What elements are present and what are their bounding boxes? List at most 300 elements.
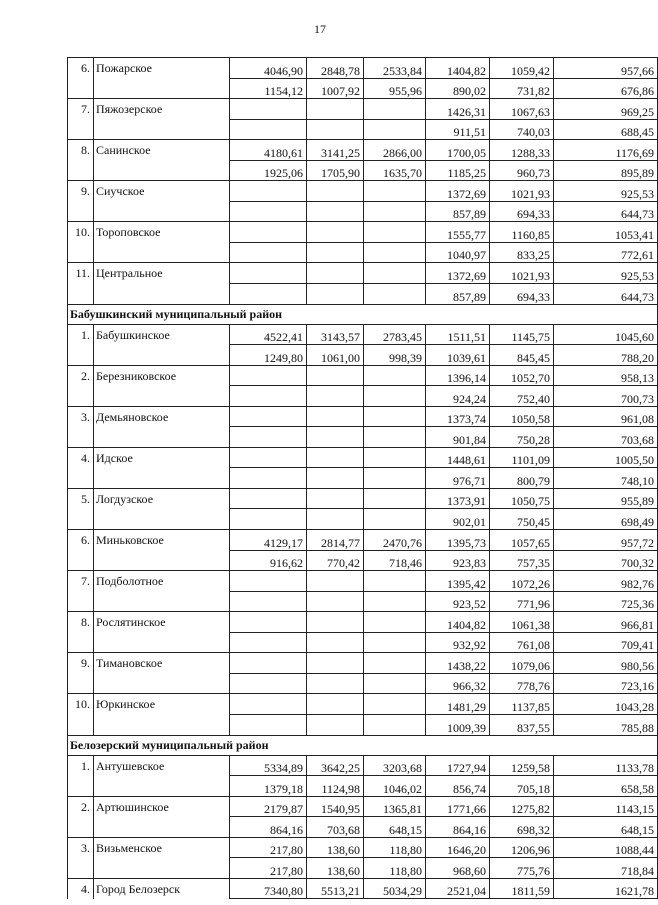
- value-cell-1: [230, 673, 307, 694]
- value-cell-1: 7340,80: [230, 878, 307, 899]
- settlement-name: [94, 817, 230, 838]
- settlement-subrow: [68, 550, 658, 571]
- row-number: 10.: [68, 694, 94, 715]
- value-cell-4: 923,83: [426, 550, 490, 571]
- value-cell-2: 703,68: [307, 817, 364, 838]
- row-number: [68, 817, 94, 838]
- value-cell-5: 750,45: [490, 509, 554, 530]
- value-cell-1: 864,16: [230, 817, 307, 838]
- value-cell-5: 1079,06: [490, 653, 554, 674]
- settlement-row: [68, 571, 658, 592]
- value-cell-6: 718,84: [554, 858, 658, 879]
- value-cell-3: [364, 99, 426, 120]
- value-cell-1: [230, 694, 307, 715]
- value-cell-4: 1373,91: [426, 488, 490, 509]
- settlement-name: [94, 776, 230, 797]
- settlement-name: [94, 201, 230, 222]
- settlement-subrow: [68, 201, 658, 222]
- value-cell-5: 1021,93: [490, 263, 554, 284]
- value-cell-4: 1438,22: [426, 653, 490, 674]
- value-cell-1: 5334,89: [230, 755, 307, 776]
- row-number: [68, 78, 94, 99]
- settlement-name: [94, 468, 230, 489]
- value-cell-3: [364, 242, 426, 263]
- row-number: [68, 776, 94, 797]
- row-number: 9.: [68, 181, 94, 202]
- value-cell-4: 864,16: [426, 817, 490, 838]
- value-cell-3: [364, 612, 426, 633]
- value-cell-5: 1206,96: [490, 837, 554, 858]
- value-cell-3: [364, 365, 426, 386]
- value-cell-4: 1395,42: [426, 571, 490, 592]
- value-cell-6: 1143,15: [554, 796, 658, 817]
- value-cell-6: 1043,28: [554, 694, 658, 715]
- value-cell-1: 916,62: [230, 550, 307, 571]
- value-cell-1: [230, 263, 307, 284]
- value-cell-6: 957,66: [554, 58, 658, 79]
- settlement-subrow: [68, 714, 658, 735]
- value-cell-1: [230, 488, 307, 509]
- value-cell-6: 955,89: [554, 488, 658, 509]
- value-cell-5: 1057,65: [490, 530, 554, 551]
- value-cell-6: 658,58: [554, 776, 658, 797]
- value-cell-2: [307, 365, 364, 386]
- table-body: [68, 58, 658, 899]
- value-cell-4: 1372,69: [426, 181, 490, 202]
- settlement-row: [68, 837, 658, 858]
- value-cell-5: 1275,82: [490, 796, 554, 817]
- row-number: 8.: [68, 140, 94, 161]
- settlement-row: [68, 612, 658, 633]
- value-cell-3: 118,80: [364, 837, 426, 858]
- value-cell-3: [364, 222, 426, 243]
- value-cell-6: 966,81: [554, 612, 658, 633]
- value-cell-5: 761,08: [490, 632, 554, 653]
- settlement-name: Тороповское: [94, 222, 230, 243]
- value-cell-2: [307, 427, 364, 448]
- value-cell-2: [307, 571, 364, 592]
- value-cell-6: 895,89: [554, 160, 658, 181]
- row-number: [68, 386, 94, 407]
- settlement-name: [94, 345, 230, 366]
- settlement-row: [68, 324, 658, 345]
- value-cell-6: 688,45: [554, 119, 658, 140]
- row-number: 9.: [68, 653, 94, 674]
- value-cell-1: 4129,17: [230, 530, 307, 551]
- value-cell-3: 2783,45: [364, 324, 426, 345]
- value-cell-5: 1052,70: [490, 365, 554, 386]
- value-cell-2: 770,42: [307, 550, 364, 571]
- value-cell-3: [364, 591, 426, 612]
- value-cell-1: [230, 591, 307, 612]
- row-number: 3.: [68, 406, 94, 427]
- settlement-row: [68, 694, 658, 715]
- value-cell-5: 1050,58: [490, 406, 554, 427]
- value-cell-4: 857,89: [426, 284, 490, 305]
- settlement-subrow: [68, 345, 658, 366]
- value-cell-3: [364, 119, 426, 140]
- value-cell-5: 750,28: [490, 427, 554, 448]
- value-cell-2: 138,60: [307, 858, 364, 879]
- settlement-name: Город Белозерск: [94, 878, 230, 899]
- value-cell-2: 1705,90: [307, 160, 364, 181]
- value-cell-5: 1061,38: [490, 612, 554, 633]
- settlement-name: [94, 78, 230, 99]
- settlement-name: Идское: [94, 447, 230, 468]
- value-cell-6: 925,53: [554, 181, 658, 202]
- district-name: Бабушкинский муниципальный район: [68, 304, 658, 324]
- value-cell-4: 857,89: [426, 201, 490, 222]
- settlement-subrow: [68, 242, 658, 263]
- value-cell-4: 856,74: [426, 776, 490, 797]
- row-number: 10.: [68, 222, 94, 243]
- value-cell-2: [307, 284, 364, 305]
- value-cell-1: 217,80: [230, 858, 307, 879]
- value-cell-3: [364, 509, 426, 530]
- value-cell-1: 4046,90: [230, 58, 307, 79]
- value-cell-3: [364, 468, 426, 489]
- value-cell-2: [307, 488, 364, 509]
- value-cell-6: 1088,44: [554, 837, 658, 858]
- value-cell-2: 3143,57: [307, 324, 364, 345]
- settlement-name: Юркинское: [94, 694, 230, 715]
- value-cell-3: [364, 694, 426, 715]
- value-cell-3: [364, 653, 426, 674]
- value-cell-3: [364, 427, 426, 448]
- value-cell-2: 1061,00: [307, 345, 364, 366]
- value-cell-1: [230, 447, 307, 468]
- settlement-name: [94, 160, 230, 181]
- value-cell-6: 925,53: [554, 263, 658, 284]
- value-cell-4: 976,71: [426, 468, 490, 489]
- value-cell-3: 648,15: [364, 817, 426, 838]
- value-cell-5: 1067,63: [490, 99, 554, 120]
- value-cell-4: 923,52: [426, 591, 490, 612]
- value-cell-5: 1259,58: [490, 755, 554, 776]
- value-cell-2: [307, 714, 364, 735]
- row-number: 7.: [68, 99, 94, 120]
- value-cell-6: 788,20: [554, 345, 658, 366]
- settlement-name: Подболотное: [94, 571, 230, 592]
- value-cell-1: [230, 99, 307, 120]
- row-number: [68, 284, 94, 305]
- value-cell-1: 2179,87: [230, 796, 307, 817]
- settlement-name: [94, 632, 230, 653]
- value-cell-6: 1176,69: [554, 140, 658, 161]
- value-cell-2: [307, 509, 364, 530]
- settlement-row: [68, 406, 658, 427]
- settlement-subrow: [68, 673, 658, 694]
- value-cell-2: 1124,98: [307, 776, 364, 797]
- value-cell-5: 1059,42: [490, 58, 554, 79]
- value-cell-1: [230, 406, 307, 427]
- value-cell-5: 837,55: [490, 714, 554, 735]
- value-cell-6: 958,13: [554, 365, 658, 386]
- value-cell-3: [364, 673, 426, 694]
- settlement-name: Рослятинское: [94, 612, 230, 633]
- value-cell-4: 1700,05: [426, 140, 490, 161]
- value-cell-5: 800,79: [490, 468, 554, 489]
- value-cell-3: 2533,84: [364, 58, 426, 79]
- settlement-name: Визьменское: [94, 837, 230, 858]
- value-cell-2: 1540,95: [307, 796, 364, 817]
- value-cell-5: 1137,85: [490, 694, 554, 715]
- value-cell-1: [230, 284, 307, 305]
- value-cell-2: [307, 694, 364, 715]
- value-cell-6: 748,10: [554, 468, 658, 489]
- settlement-row: [68, 653, 658, 674]
- value-cell-2: [307, 591, 364, 612]
- value-cell-6: 723,16: [554, 673, 658, 694]
- value-cell-6: 644,73: [554, 201, 658, 222]
- row-number: 8.: [68, 612, 94, 633]
- value-cell-5: 1050,75: [490, 488, 554, 509]
- value-cell-3: [364, 201, 426, 222]
- settlement-subrow: [68, 817, 658, 838]
- value-cell-5: 845,45: [490, 345, 554, 366]
- value-cell-1: [230, 468, 307, 489]
- value-cell-1: 4522,41: [230, 324, 307, 345]
- value-cell-3: [364, 386, 426, 407]
- settlement-row: [68, 222, 658, 243]
- row-number: [68, 550, 94, 571]
- row-number: 4.: [68, 878, 94, 899]
- value-cell-4: 1771,66: [426, 796, 490, 817]
- value-cell-5: 960,73: [490, 160, 554, 181]
- value-cell-3: 118,80: [364, 858, 426, 879]
- value-cell-6: 1133,78: [554, 755, 658, 776]
- value-cell-5: 778,76: [490, 673, 554, 694]
- value-cell-1: [230, 509, 307, 530]
- settlement-row: [68, 796, 658, 817]
- settlement-name: Артюшинское: [94, 796, 230, 817]
- value-cell-2: [307, 263, 364, 284]
- value-cell-1: [230, 119, 307, 140]
- value-cell-4: 890,02: [426, 78, 490, 99]
- value-cell-6: 969,25: [554, 99, 658, 120]
- value-cell-1: [230, 632, 307, 653]
- row-number: 1.: [68, 755, 94, 776]
- settlement-name: [94, 386, 230, 407]
- value-cell-4: 1555,77: [426, 222, 490, 243]
- value-cell-2: 1007,92: [307, 78, 364, 99]
- value-cell-1: [230, 201, 307, 222]
- row-number: [68, 468, 94, 489]
- value-cell-6: 703,68: [554, 427, 658, 448]
- value-cell-5: 1101,09: [490, 447, 554, 468]
- settlement-name: Пяжозерское: [94, 99, 230, 120]
- row-number: 6.: [68, 58, 94, 79]
- value-cell-4: 901,84: [426, 427, 490, 448]
- value-cell-6: 648,15: [554, 817, 658, 838]
- value-cell-2: [307, 222, 364, 243]
- value-cell-3: 1635,70: [364, 160, 426, 181]
- value-cell-5: 775,76: [490, 858, 554, 879]
- value-cell-4: 1404,82: [426, 612, 490, 633]
- settlement-subrow: [68, 509, 658, 530]
- settlement-name: Миньковское: [94, 530, 230, 551]
- value-cell-3: [364, 632, 426, 653]
- value-cell-5: 705,18: [490, 776, 554, 797]
- value-cell-4: 924,24: [426, 386, 490, 407]
- settlement-name: Антушевское: [94, 755, 230, 776]
- value-cell-2: [307, 653, 364, 674]
- row-number: 4.: [68, 447, 94, 468]
- settlement-subrow: [68, 284, 658, 305]
- row-number: [68, 242, 94, 263]
- value-cell-5: 731,82: [490, 78, 554, 99]
- value-cell-3: 5034,29: [364, 878, 426, 899]
- value-cell-4: 932,92: [426, 632, 490, 653]
- value-cell-4: 911,51: [426, 119, 490, 140]
- value-cell-1: 1154,12: [230, 78, 307, 99]
- value-cell-2: 138,60: [307, 837, 364, 858]
- settlement-name: [94, 591, 230, 612]
- value-cell-6: 1005,50: [554, 447, 658, 468]
- settlement-name: Демьяновское: [94, 406, 230, 427]
- value-cell-2: [307, 673, 364, 694]
- value-cell-5: 1072,26: [490, 571, 554, 592]
- value-cell-4: 2521,04: [426, 878, 490, 899]
- row-number: [68, 160, 94, 181]
- value-cell-1: [230, 653, 307, 674]
- value-cell-4: 1396,14: [426, 365, 490, 386]
- value-cell-5: 698,32: [490, 817, 554, 838]
- settlement-name: Центральное: [94, 263, 230, 284]
- value-cell-4: 1395,73: [426, 530, 490, 551]
- row-number: [68, 119, 94, 140]
- value-cell-2: [307, 406, 364, 427]
- value-cell-1: [230, 612, 307, 633]
- value-cell-1: [230, 181, 307, 202]
- value-cell-5: 694,33: [490, 201, 554, 222]
- settlement-row: [68, 181, 658, 202]
- value-cell-6: 709,41: [554, 632, 658, 653]
- value-cell-5: 740,03: [490, 119, 554, 140]
- value-cell-4: 1727,94: [426, 755, 490, 776]
- value-cell-6: 1621,78: [554, 878, 658, 899]
- value-cell-4: 1448,61: [426, 447, 490, 468]
- value-cell-6: 644,73: [554, 284, 658, 305]
- value-cell-2: 2814,77: [307, 530, 364, 551]
- district-header-row: [68, 735, 658, 755]
- page-number: 17: [314, 22, 326, 36]
- row-number: 2.: [68, 796, 94, 817]
- row-number: [68, 509, 94, 530]
- settlement-name: Санинское: [94, 140, 230, 161]
- value-cell-6: 676,86: [554, 78, 658, 99]
- settlement-name: Березниковское: [94, 365, 230, 386]
- row-number: [68, 427, 94, 448]
- value-cell-3: [364, 571, 426, 592]
- settlement-row: [68, 488, 658, 509]
- value-cell-6: 1045,60: [554, 324, 658, 345]
- value-cell-2: [307, 242, 364, 263]
- settlement-subrow: [68, 591, 658, 612]
- value-cell-3: 718,46: [364, 550, 426, 571]
- settlement-row: [68, 140, 658, 161]
- value-cell-3: [364, 406, 426, 427]
- value-cell-5: 694,33: [490, 284, 554, 305]
- value-cell-1: 1249,80: [230, 345, 307, 366]
- tariff-table: [67, 57, 658, 899]
- value-cell-3: [364, 263, 426, 284]
- value-cell-5: 1811,59: [490, 878, 554, 899]
- row-number: [68, 632, 94, 653]
- settlement-row: [68, 99, 658, 120]
- value-cell-5: 1145,75: [490, 324, 554, 345]
- row-number: [68, 201, 94, 222]
- value-cell-1: 1925,06: [230, 160, 307, 181]
- value-cell-4: 1481,29: [426, 694, 490, 715]
- value-cell-3: 1365,81: [364, 796, 426, 817]
- settlement-subrow: [68, 386, 658, 407]
- settlement-name: Пожарское: [94, 58, 230, 79]
- value-cell-3: [364, 714, 426, 735]
- value-cell-6: 700,32: [554, 550, 658, 571]
- district-header-row: [68, 304, 658, 324]
- value-cell-3: 955,96: [364, 78, 426, 99]
- settlement-name: [94, 119, 230, 140]
- value-cell-4: 1039,61: [426, 345, 490, 366]
- value-cell-4: 1511,51: [426, 324, 490, 345]
- value-cell-4: 966,32: [426, 673, 490, 694]
- settlement-name: [94, 242, 230, 263]
- settlement-subrow: [68, 427, 658, 448]
- row-number: [68, 345, 94, 366]
- value-cell-3: [364, 488, 426, 509]
- settlement-name: [94, 673, 230, 694]
- value-cell-6: 725,36: [554, 591, 658, 612]
- value-cell-4: 1646,20: [426, 837, 490, 858]
- settlement-name: [94, 858, 230, 879]
- row-number: 7.: [68, 571, 94, 592]
- value-cell-1: [230, 386, 307, 407]
- value-cell-2: [307, 447, 364, 468]
- value-cell-2: [307, 99, 364, 120]
- value-cell-1: 217,80: [230, 837, 307, 858]
- settlement-row: [68, 263, 658, 284]
- value-cell-5: 757,35: [490, 550, 554, 571]
- settlement-name: [94, 509, 230, 530]
- settlement-row: [68, 530, 658, 551]
- value-cell-1: [230, 427, 307, 448]
- settlement-name: [94, 550, 230, 571]
- value-cell-6: 698,49: [554, 509, 658, 530]
- value-cell-1: 1379,18: [230, 776, 307, 797]
- row-number: 5.: [68, 488, 94, 509]
- value-cell-2: [307, 612, 364, 633]
- value-cell-1: [230, 714, 307, 735]
- value-cell-1: [230, 222, 307, 243]
- row-number: [68, 591, 94, 612]
- value-cell-2: [307, 119, 364, 140]
- value-cell-3: [364, 181, 426, 202]
- value-cell-2: 3642,25: [307, 755, 364, 776]
- district-name: Белозерский муниципальный район: [68, 735, 658, 755]
- value-cell-3: 1046,02: [364, 776, 426, 797]
- value-cell-2: 5513,21: [307, 878, 364, 899]
- value-cell-2: [307, 468, 364, 489]
- settlement-name: Логдузское: [94, 488, 230, 509]
- settlement-row: [68, 447, 658, 468]
- value-cell-4: 968,60: [426, 858, 490, 879]
- value-cell-2: [307, 632, 364, 653]
- settlement-row: [68, 58, 658, 79]
- value-cell-5: 833,25: [490, 242, 554, 263]
- value-cell-1: [230, 365, 307, 386]
- settlement-subrow: [68, 632, 658, 653]
